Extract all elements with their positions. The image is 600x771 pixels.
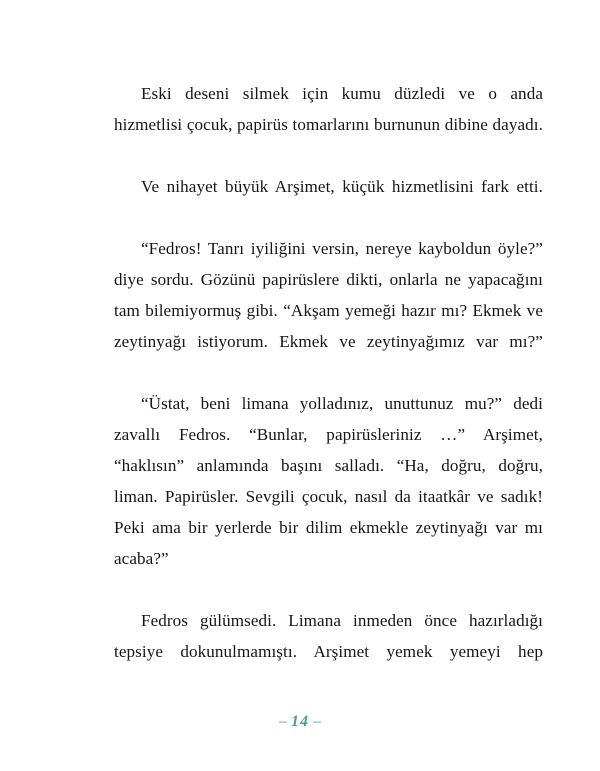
dash-right: –: [308, 713, 321, 730]
paragraph: “Fedros! Tanrı iyiliğini versin, nereye kayboldun öyle?” diye sordu. Gözünü papirüslere dikti, onlarla ne yapacağını tam bilemiyormuş gibi. “Akşam yemeği hazır mı? Ekmek ve zeytinyağı istiyorum. Ekmek ve zeytinyağımız var mı?”: [114, 239, 543, 351]
page-number-value: 14: [291, 713, 309, 730]
paragraph: Eski deseni silmek için kumu düzledi ve o anda hizmetlisi çocuk, papirüs tomarlarını burnunun dibine dayadı.: [114, 84, 543, 134]
paragraph: Fedros gülümsedi. Limana inmeden önce hazırladığı tepsiye dokunulmamıştı. Arşimet yemek yemeyi hep: [114, 611, 543, 661]
paragraph: “Üstat, beni limana yolladınız, unuttunuz mu?” dedi zavallı Fedros. “Bunlar, papirüsleriniz …” Arşimet, “haklısın” anlamında başını salladı. “Ha, doğru, doğru, liman. Papirüsler. Sevgili çocuk, nasıl da itaatkâr ve sadık! Peki ama bir yerlerde bir dilim ekmekle zeytinyağı var mı acaba?”: [114, 394, 543, 568]
page-footer: [0, 708, 600, 736]
page-text-body: [114, 78, 543, 698]
page-number: [279, 713, 321, 731]
dash-left: –: [279, 713, 292, 730]
paragraph: Ve nihayet büyük Arşimet, küçük hizmetlisini fark etti.: [141, 177, 543, 196]
